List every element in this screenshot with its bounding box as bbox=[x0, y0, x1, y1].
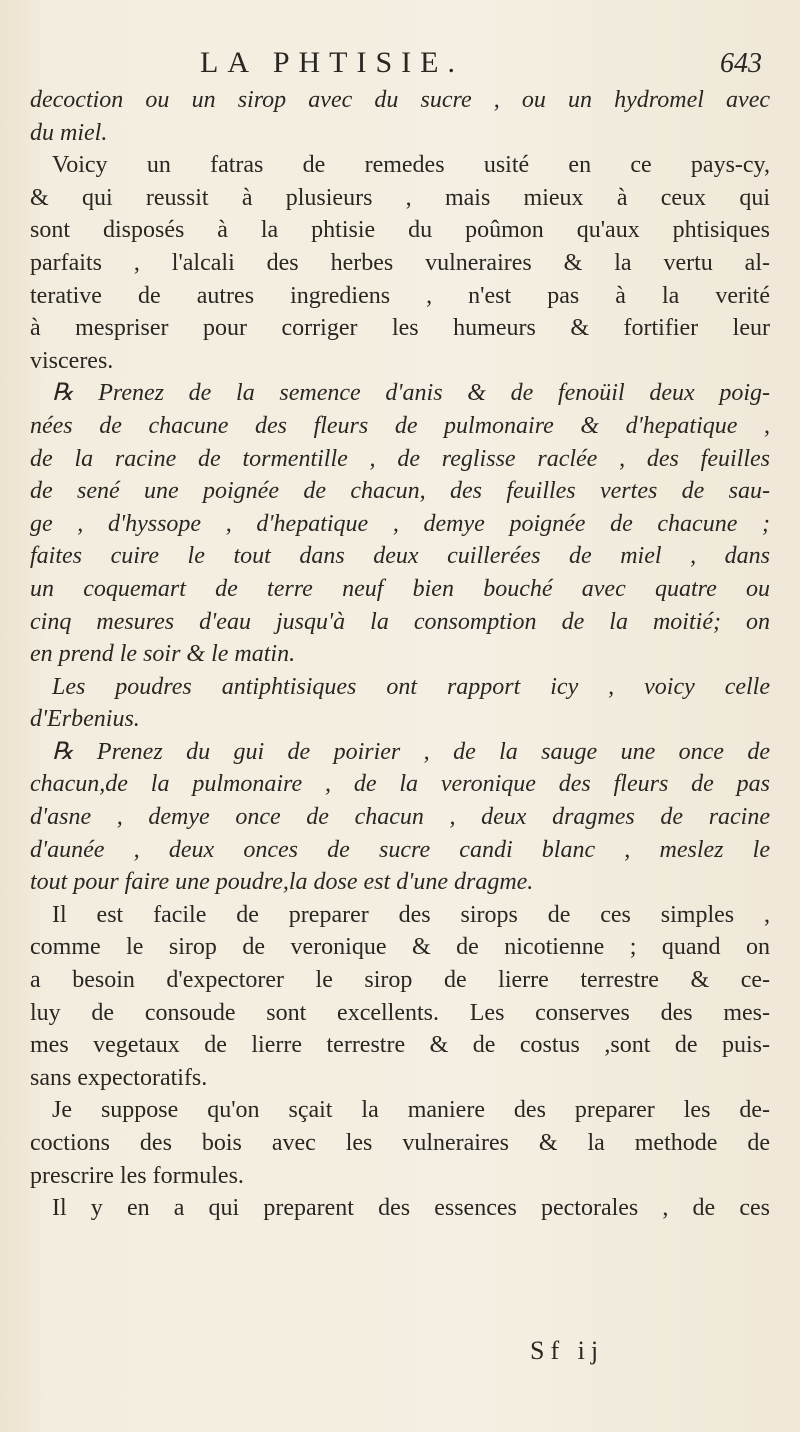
text-line: comme le sirop de veronique & de nicotienne ; quand on bbox=[30, 934, 770, 961]
page-number: 643 bbox=[720, 48, 762, 79]
text-line: de sené une poignée de chacun, des feuilles vertes de sau- bbox=[30, 478, 770, 505]
text-line: a besoin d'expectorer le sirop de lierre terrestre & ce- bbox=[30, 967, 770, 994]
text-line: decoction ou un sirop avec du sucre , ou un hydromel avec bbox=[30, 87, 770, 113]
text-body bbox=[30, 84, 770, 1225]
text-line: prescrire les formules. bbox=[30, 1162, 244, 1189]
text-line: parfaits , l'alcali des herbes vulneraires & la vertu al- bbox=[30, 249, 770, 276]
text-line: visceres. bbox=[30, 347, 114, 374]
text-line: d'Erbenius. bbox=[30, 706, 140, 733]
text-line: & qui reussit à plusieurs , mais mieux à ceux qui bbox=[30, 184, 770, 211]
text-line: Je suppose qu'on sçait la maniere des preparer les de- bbox=[52, 1097, 770, 1124]
text-line: chacun,de la pulmonaire , de la veronique des fleurs de pas bbox=[30, 771, 770, 798]
text-line: coctions des bois avec les vulneraires & la methode de bbox=[30, 1130, 770, 1156]
text-line: terative de autres ingrediens , n'est pas à la verité bbox=[30, 282, 770, 309]
text-line: d'asne , demye once de chacun , deux dragmes de racine bbox=[30, 804, 770, 831]
text-line: Il y en a qui preparent des essences pectorales , de ces bbox=[52, 1195, 770, 1222]
text-line: sont disposés à la phtisie du poûmon qu'aux phtisiques bbox=[30, 217, 770, 244]
running-title: LA PHTISIE. bbox=[200, 46, 464, 79]
text-line: tout pour faire une poudre,la dose est d'une dragme. bbox=[30, 869, 534, 896]
text-line: mes vegetaux de lierre terrestre & de costus ,sont de puis- bbox=[30, 1032, 770, 1059]
text-line: en prend le soir & le matin. bbox=[30, 641, 296, 668]
text-line: du miel. bbox=[30, 119, 108, 146]
text-line: ℞ Prenez de la semence d'anis & de fenoüil deux poig- bbox=[52, 380, 770, 407]
page-header bbox=[0, 46, 800, 86]
text-line: Voicy un fatras de remedes usité en ce pays-cy, bbox=[52, 152, 770, 179]
text-line: nées de chacune des fleurs de pulmonaire & d'hepatique , bbox=[30, 412, 770, 439]
signature-mark: Sf ij bbox=[530, 1336, 605, 1365]
text-line: de la racine de tormentille , de reglisse raclée , des feuilles bbox=[30, 445, 770, 472]
text-line: d'aunée , deux onces de sucre candi blanc , meslez le bbox=[30, 836, 770, 863]
text-line: un coquemart de terre neuf bien bouché avec quatre ou bbox=[30, 575, 770, 602]
text-line: à mespriser pour corriger les humeurs & fortifier leur bbox=[30, 315, 770, 342]
text-line: luy de consoude sont excellents. Les conserves des mes- bbox=[30, 999, 770, 1026]
text-line: faites cuire le tout dans deux cuillerées de miel , dans bbox=[30, 543, 770, 570]
text-line: Il est facile de preparer des sirops de ces simples , bbox=[52, 901, 770, 928]
text-line: cinq mesures d'eau jusqu'à la consomption de la moitié; on bbox=[30, 608, 770, 635]
text-line: sans expectoratifs. bbox=[30, 1064, 208, 1091]
text-line: Les poudres antiphtisiques ont rapport icy , voicy celle bbox=[52, 673, 770, 700]
text-line: ℞ Prenez du gui de poirier , de la sauge une once de bbox=[52, 738, 770, 765]
text-line: ge , d'hyssope , d'hepatique , demye poignée de chacune ; bbox=[30, 510, 770, 537]
